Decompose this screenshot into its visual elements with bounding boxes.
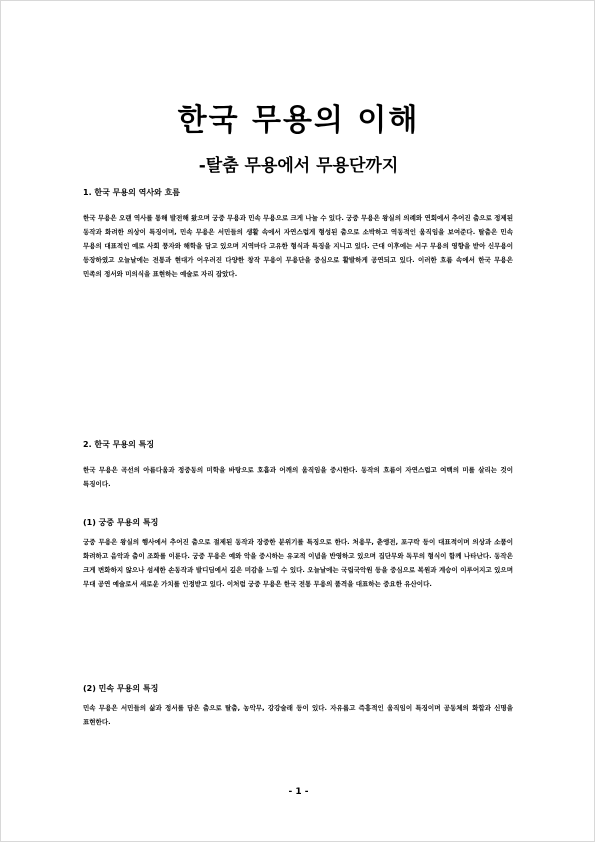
body-paragraph: 민속 무용은 서민들의 삶과 정서를 담은 춤으로 탈춤, 농악무, 강강술래 등이 있다. 자유롭고 즉흥적인 움직임이 특징이며 공동체의 화합과 신명을 표현한다. [83, 704, 513, 726]
subsection-heading: (1) 궁중 무용의 특징 [83, 518, 159, 527]
body-paragraph: 궁중 무용은 왕실의 행사에서 추어진 춤으로 절제된 동작과 장중한 분위기를 특징으로 한다. 처용무, 춘앵전, 포구락 등이 대표적이며 의상과 소품이 화려하고 음악과 춤이 조화를 이룬다. 궁중 무용은 예와 악을 중시하는 유교적 이념을 반영하고 있으며 집단무와 독무의 형식이 함께 나타난다. 동작은 크게 변화하지 않으나 섬세한 손동작과 발디딤에서 깊은 미감을 느낄 수 있다. 오늘날에는 국립국악원 등을 중심으로 복원과 계승이 이루어지고 있으며 무대 공연 예술로서 새로운 가치를 인정받고 있다. 이처럼 궁중 무용은 한국 전통 무용의 품격을 대표하는 중요한 유산이다. [83, 538, 513, 588]
section-heading: 2. 한국 무용의 특징 [83, 440, 155, 449]
body-paragraph: 한국 무용은 곡선의 아름다움과 정중동의 미학을 바탕으로 호흡과 어깨의 움직임을 중시한다. 동작의 흐름이 자연스럽고 여백의 미를 살리는 것이 특징이다. [83, 466, 513, 488]
body-paragraph: 한국 무용은 오랜 역사를 통해 발전해 왔으며 궁중 무용과 민속 무용으로 크게 나눌 수 있다. 궁중 무용은 왕실의 의례와 연회에서 추어진 춤으로 정제된 동작과 화려한 의상이 특징이며, 민속 무용은 서민들의 생활 속에서 자연스럽게 형성된 춤으로 소박하고 역동적인 움직임을 보여준다. 탈춤은 민속 무용의 대표적인 예로 사회 풍자와 해학을 담고 있으며 지역마다 고유한 형식과 특징을 지니고 있다. 근대 이후에는 서구 무용의 영향을 받아 신무용이 등장하였고 오늘날에는 전통과 현대가 어우러진 다양한 창작 무용이 무용단을 중심으로 활발하게 공연되고 있다. 이러한 흐름 속에서 한국 무용은 민족의 정서와 미의식을 표현하는 예술로 자리 잡았다. [83, 214, 513, 278]
page-number: - 1 - [288, 787, 309, 797]
subsection-heading: (2) 민속 무용의 특징 [83, 684, 159, 693]
section-heading: 1. 한국 무용의 역사와 흐름 [83, 188, 181, 197]
document-title: 한국 무용의 이해 [177, 103, 420, 138]
document-subtitle: -탈춤 무용에서 무용단까지 [198, 156, 399, 176]
